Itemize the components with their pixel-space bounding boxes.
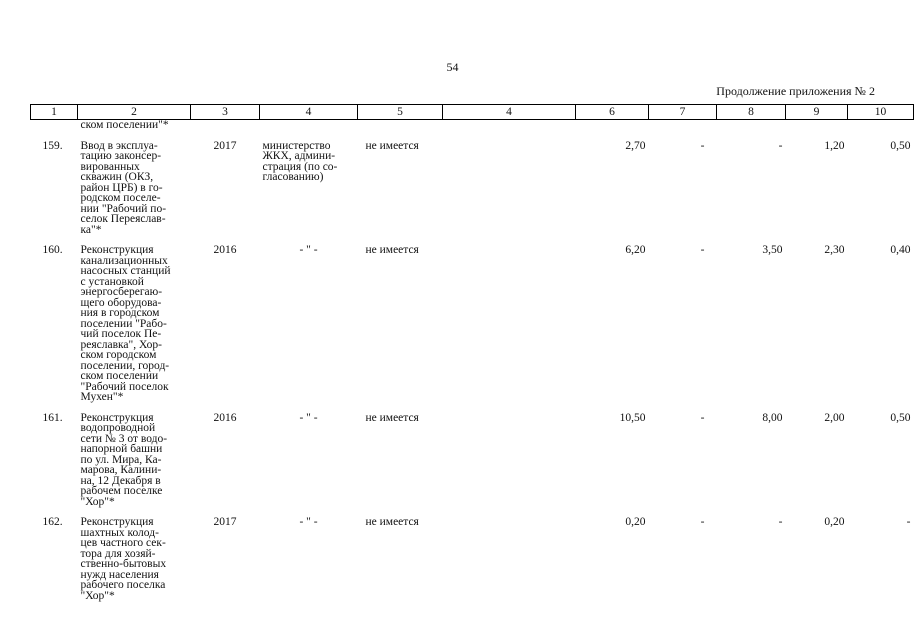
carryover-text: ском поселении"* bbox=[80, 119, 169, 131]
header-cell: 5 bbox=[358, 105, 443, 120]
row-col10: - bbox=[906, 516, 911, 528]
row-empty-cell bbox=[443, 141, 576, 236]
page-number: 54 bbox=[446, 60, 459, 74]
header-cell: 2 bbox=[78, 105, 191, 120]
row-year: 2016 bbox=[213, 411, 237, 424]
row-document: не имеется bbox=[365, 516, 419, 528]
appendix-table bbox=[30, 104, 914, 601]
row-col10: 0,50 bbox=[890, 139, 911, 152]
row-executor: - " - bbox=[299, 516, 318, 528]
carryover-row bbox=[31, 120, 914, 131]
table-row bbox=[31, 141, 914, 236]
row-year: 2017 bbox=[213, 516, 237, 528]
row-executor: - " - bbox=[299, 244, 318, 256]
row-total: 2,70 bbox=[625, 139, 646, 152]
header-cell: 1 bbox=[31, 105, 78, 120]
row-number: 162. bbox=[42, 516, 63, 528]
table-row bbox=[31, 413, 914, 508]
table-row bbox=[31, 517, 914, 601]
header-cell: 8 bbox=[717, 105, 786, 120]
row-col10: 0,40 bbox=[890, 244, 911, 256]
row-col7: - bbox=[700, 411, 705, 424]
row-total: 0,20 bbox=[625, 516, 646, 528]
row-document: не имеется bbox=[365, 244, 419, 256]
row-name: Реконструкция водопроводной сети № 3 от водо- напорной башни по ул. Мира, Ка- марова, Калини- на, 12 Декабря в рабочем поселке "Хор"* bbox=[80, 411, 168, 508]
row-name: Реконструкция канализационных насосных станций с установкой энергосберегаю- щего оборудова- ния в городском поселении "Рабо- чий поселок Пе- реяславка", Хор- ском городском поселении, город- ском поселении "Рабочий поселок Мухен"* bbox=[80, 244, 171, 403]
row-year: 2016 bbox=[213, 244, 237, 256]
header-cell: 4 bbox=[443, 105, 576, 120]
row-document: не имеется bbox=[365, 139, 419, 152]
row-number: 160. bbox=[42, 244, 63, 256]
row-empty-cell bbox=[443, 517, 576, 601]
row-col10: 0,50 bbox=[890, 411, 911, 424]
row-total: 6,20 bbox=[625, 244, 646, 256]
row-total: 10,50 bbox=[619, 411, 646, 424]
row-col9: 2,00 bbox=[824, 411, 845, 424]
row-document: не имеется bbox=[365, 411, 419, 424]
row-col8: - bbox=[778, 139, 783, 152]
row-name: Ввод в эксплуа- тацию законсер- вированных скважин (ОКЗ, район ЦРБ) в го- родском поселе- нии "Рабочий по- селок Переяслав- ка"* bbox=[80, 139, 167, 236]
row-name: Реконструкция шахтных колод- цев частного сек- тора для хозяй- ственно-бытовых нужд населения рабочего поселка "Хор"* bbox=[80, 516, 167, 602]
header-cell: 10 bbox=[848, 105, 914, 120]
row-col9: 0,20 bbox=[824, 516, 845, 528]
header-row bbox=[31, 105, 914, 120]
row-executor: министерство ЖКХ, админи- страция (по со- гласованию) bbox=[262, 139, 338, 183]
row-col7: - bbox=[700, 516, 705, 528]
row-col9: 1,20 bbox=[824, 139, 845, 152]
row-col8: 8,00 bbox=[762, 411, 783, 424]
continuation-label: Продолжение приложения № 2 bbox=[716, 84, 875, 98]
header-cell: 4 bbox=[260, 105, 358, 120]
row-col8: - bbox=[778, 516, 783, 528]
row-number: 159. bbox=[42, 139, 63, 152]
row-col8: 3,50 bbox=[762, 244, 783, 256]
table-row bbox=[31, 245, 914, 403]
row-col7: - bbox=[700, 244, 705, 256]
header-cell: 6 bbox=[576, 105, 649, 120]
header-cell: 9 bbox=[786, 105, 848, 120]
header-cell: 3 bbox=[191, 105, 260, 120]
header-cell: 7 bbox=[649, 105, 717, 120]
row-empty-cell bbox=[443, 413, 576, 508]
row-empty-cell bbox=[443, 245, 576, 403]
row-col7: - bbox=[700, 139, 705, 152]
row-year: 2017 bbox=[213, 139, 237, 152]
row-col9: 2,30 bbox=[824, 244, 845, 256]
row-executor: - " - bbox=[299, 411, 318, 424]
row-number: 161. bbox=[42, 411, 63, 424]
